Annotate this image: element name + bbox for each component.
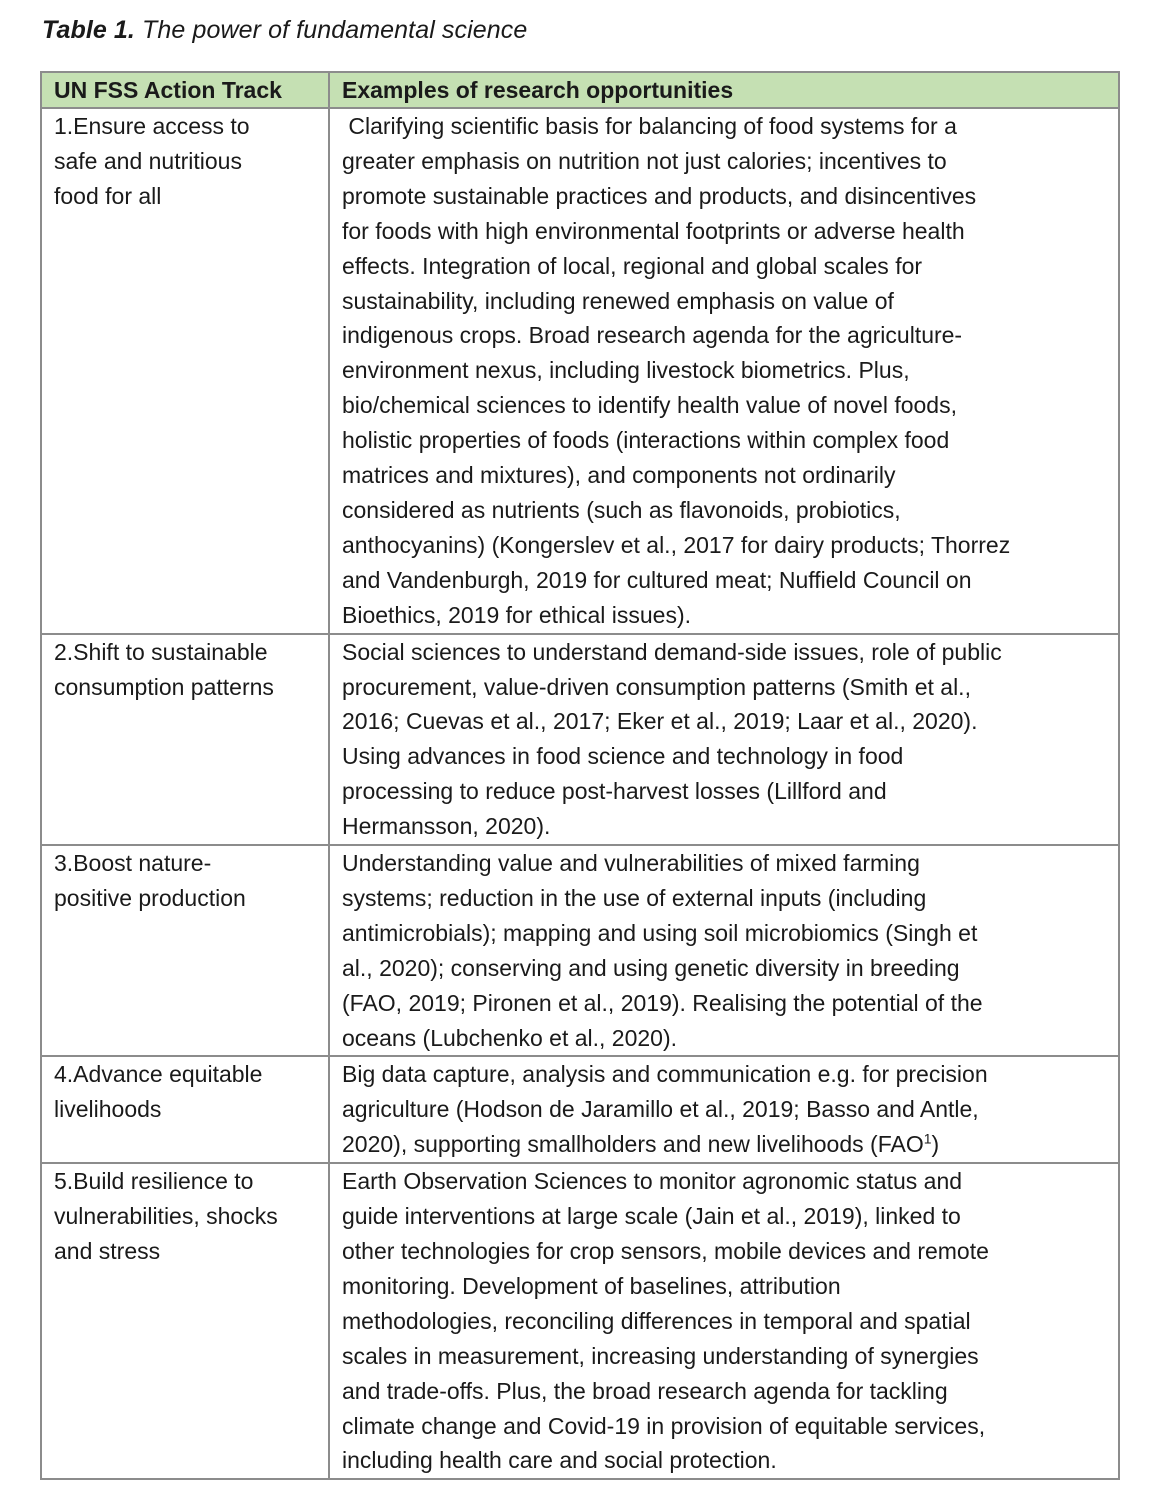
example-line: systems; reduction in the use of external inputs (including <box>342 884 927 911</box>
table-row <box>41 108 1119 634</box>
example-line: for foods with high environmental footprints or adverse health <box>342 217 965 244</box>
header-research-opportunities: Examples of research opportunities <box>329 72 1119 108</box>
table-row <box>41 634 1119 845</box>
example-line: methodologies, reconciling differences in temporal and spatial <box>342 1307 971 1334</box>
example-line: Big data capture, analysis and communication e.g. for precision <box>342 1061 988 1088</box>
track-line: 1.Ensure access to <box>54 113 250 139</box>
track-line: 3.Boost nature- <box>54 850 212 877</box>
table-caption <box>42 16 527 45</box>
example-line: Earth Observation Sciences to monitor agronomic status and <box>342 1168 963 1195</box>
example-line-footnoted <box>342 1127 1110 1162</box>
example-line-text: 2020), supporting smallholders and new livelihoods (FAO <box>342 1131 924 1158</box>
example-line: Clarifying scientific basis for balancing of food systems for a <box>342 113 957 139</box>
example-line: and trade-offs. Plus, the broad research agenda for tackling <box>342 1377 948 1404</box>
example-line: Using advances in food science and technology in food <box>342 743 904 770</box>
research-opportunities-cell <box>329 845 1119 1056</box>
example-line: procurement, value-driven consumption patterns (Smith et al., <box>342 673 971 700</box>
table-row <box>41 1056 1119 1163</box>
track-line: vulnerabilities, shocks <box>54 1203 278 1230</box>
action-track-cell <box>41 1163 329 1479</box>
example-line: (FAO, 2019; Pironen et al., 2019). Realising the potential of the <box>342 989 983 1016</box>
research-opportunities-cell <box>329 634 1119 845</box>
table-caption-title: The power of fundamental science <box>134 16 528 44</box>
example-line: al., 2020); conserving and using genetic diversity in breeding <box>342 954 960 981</box>
research-opportunities-cell <box>329 1163 1119 1479</box>
example-line: agriculture (Hodson de Jaramillo et al., 2019; Basso and Antle, <box>342 1096 979 1123</box>
example-line: bio/chemical sciences to identify health value of novel foods, <box>342 392 957 419</box>
research-opportunities-cell <box>329 1056 1119 1163</box>
example-line: processing to reduce post-harvest losses (Lillford and <box>342 778 887 805</box>
track-line: food for all <box>54 182 162 209</box>
example-line: oceans (Lubchenko et al., 2020). <box>342 1024 678 1051</box>
example-line: Social sciences to understand demand-side issues, role of public <box>342 638 1002 665</box>
track-line: and stress <box>54 1238 161 1264</box>
track-line: 2.Shift to sustainable <box>54 638 268 665</box>
example-line: scales in measurement, increasing understanding of synergies <box>342 1342 979 1369</box>
action-track-cell <box>41 634 329 845</box>
example-line: 2016; Cuevas et al., 2017; Eker et al., 2019; Laar et al., 2020). <box>342 708 978 735</box>
example-line: climate change and Covid-19 in provision of equitable services, <box>342 1412 986 1439</box>
track-line: 5.Build resilience to <box>54 1168 254 1195</box>
table-header-row <box>41 72 1119 108</box>
track-line: consumption patterns <box>54 673 274 700</box>
track-line: livelihoods <box>54 1096 162 1123</box>
example-line-closing: ) <box>931 1131 940 1158</box>
action-track-cell <box>41 845 329 1056</box>
action-track-cell <box>41 1056 329 1163</box>
research-opportunities-table <box>40 71 1120 1480</box>
track-line: safe and nutritious <box>54 147 242 174</box>
example-line: indigenous crops. Broad research agenda for the agriculture- <box>342 322 963 349</box>
example-line: Hermansson, 2020). <box>342 813 551 840</box>
track-line: 4.Advance equitable <box>54 1061 263 1088</box>
example-line: greater emphasis on nutrition not just calories; incentives to <box>342 147 947 174</box>
example-line: effects. Integration of local, regional and global scales for <box>342 252 923 279</box>
action-track-cell <box>41 108 329 634</box>
example-line: monitoring. Development of baselines, attribution <box>342 1272 841 1299</box>
example-line: sustainability, including renewed emphasis on value of <box>342 287 894 314</box>
example-line: anthocyanins) (Kongerslev et al., 2017 for dairy products; Thorrez <box>342 531 1011 558</box>
example-line: and Vandenburgh, 2019 for cultured meat; Nuffield Council on <box>342 566 972 593</box>
example-line: including health care and social protection. <box>342 1447 777 1474</box>
example-line: other technologies for crop sensors, mobile devices and remote <box>342 1238 989 1264</box>
example-line: environment nexus, including livestock biometrics. Plus, <box>342 357 910 384</box>
table-row <box>41 1163 1119 1479</box>
example-line: guide interventions at large scale (Jain et al., 2019), linked to <box>342 1203 961 1230</box>
table-row <box>41 845 1119 1056</box>
example-line: Bioethics, 2019 for ethical issues). <box>342 601 692 628</box>
table-caption-number: Table 1. <box>42 16 135 44</box>
footnote-marker: 1 <box>923 1130 932 1147</box>
example-line: matrices and mixtures), and components not ordinarily <box>342 462 896 489</box>
example-line: promote sustainable practices and products, and disincentives <box>342 182 977 209</box>
example-line: Understanding value and vulnerabilities of mixed farming <box>342 850 920 877</box>
example-line: antimicrobials); mapping and using soil microbiomics (Singh et <box>342 919 978 946</box>
example-line: holistic properties of foods (interactions within complex food <box>342 427 950 454</box>
header-action-track: UN FSS Action Track <box>41 72 329 108</box>
research-opportunities-cell <box>329 108 1119 634</box>
example-line: considered as nutrients (such as flavonoids, probiotics, <box>342 496 901 523</box>
track-line: positive production <box>54 884 246 911</box>
